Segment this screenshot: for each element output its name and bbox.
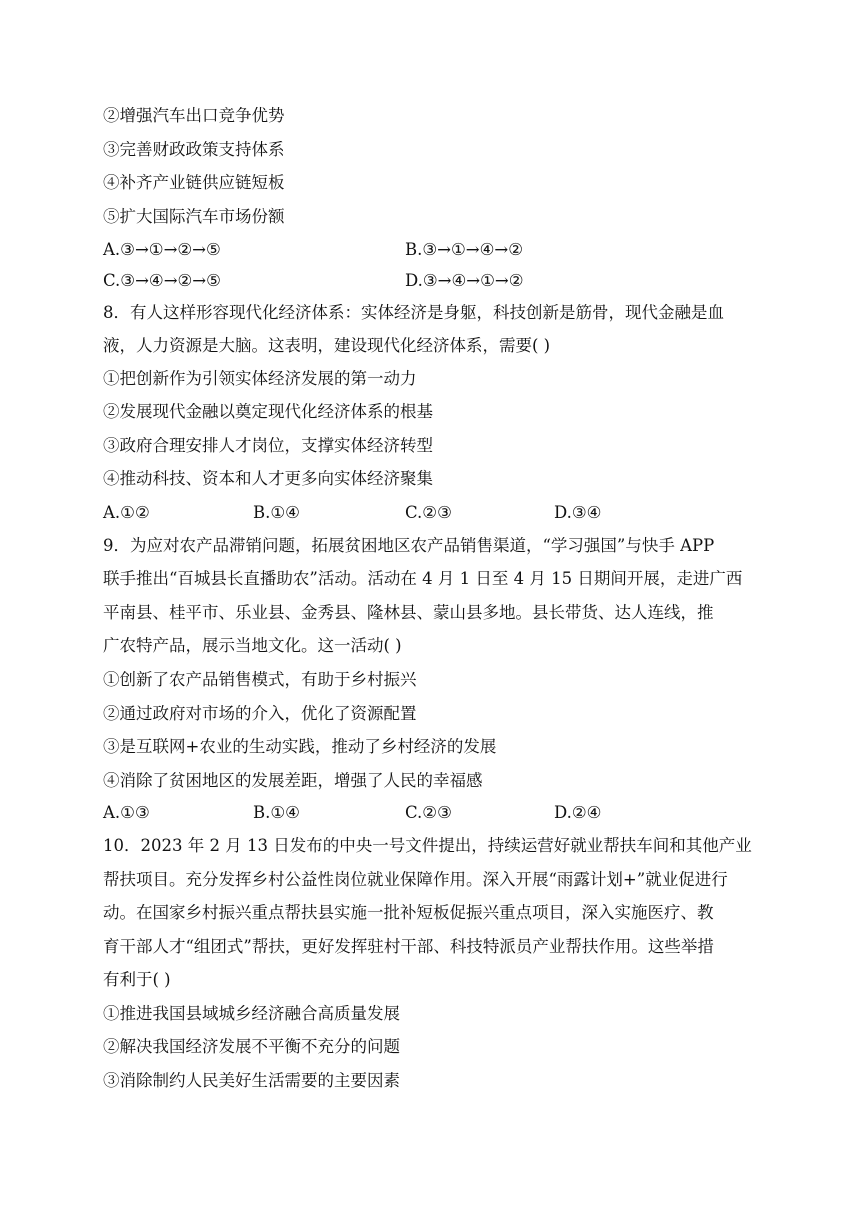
q7-item-2: ②增强汽车出口竞争优势 — [103, 106, 285, 125]
q8-item-1: ①把创新作为引领实体经济发展的第一动力 — [103, 369, 417, 388]
q9-option-b: B.①④ — [253, 803, 300, 822]
q8-option-b: B.①④ — [253, 503, 300, 522]
q9-stem-line-2: 联手推出“百城县长直播助农”活动。活动在 4 月 1 日至 4 月 15 日期间开展，走进广西 — [103, 569, 743, 588]
q10-stem-line-4: 育干部人才“组团式”帮扶，更好发挥驻村干部、科技特派员产业帮扶作用。这些举措 — [103, 937, 714, 956]
q10-item-2: ②解决我国经济发展不平衡不充分的问题 — [103, 1037, 400, 1056]
q10-item-1: ①推进我国县域城乡经济融合高质量发展 — [103, 1004, 400, 1023]
q9-item-4: ④消除了贫困地区的发展差距，增强了人民的幸福感 — [103, 771, 483, 790]
q9-item-1: ①创新了农产品销售模式，有助于乡村振兴 — [103, 670, 417, 689]
q8-option-a: A.①② — [103, 503, 150, 522]
q7-option-c: C.③→④→②→⑤ — [103, 271, 221, 290]
q8-item-3: ③政府合理安排人才岗位，支撑实体经济转型 — [103, 436, 433, 455]
q8-item-4: ④推动科技、资本和人才更多向实体经济聚集 — [103, 469, 433, 488]
q7-option-d: D.③→④→①→② — [405, 271, 524, 290]
q10-stem-line-2: 帮扶项目。充分发挥乡村公益性岗位就业保障作用。深入开展“雨露计划+”就业促进行 — [103, 870, 728, 889]
q9-stem-line-4: 广农特产品，展示当地文化。这一活动( ) — [103, 636, 402, 655]
q10-stem-line-3: 动。在国家乡村振兴重点帮扶县实施一批补短板促振兴重点项目，深入实施医疗、教 — [103, 903, 714, 922]
q9-item-2: ②通过政府对市场的介入，优化了资源配置 — [103, 704, 417, 723]
q7-item-5: ⑤扩大国际汽车市场份额 — [103, 207, 285, 226]
q7-option-a: A.③→①→②→⑤ — [103, 240, 221, 259]
q7-item-3: ③完善财政政策支持体系 — [103, 140, 285, 159]
q7-item-4: ④补齐产业链供应链短板 — [103, 173, 285, 192]
q9-stem-line-1: 9．为应对农产品滞销问题，拓展贫困地区农产品销售渠道，“学习强国”与快手 APP — [103, 536, 715, 555]
q8-option-c: C.②③ — [405, 503, 452, 522]
q10-stem-line-5: 有利于( ) — [103, 970, 171, 989]
q9-option-d: D.②④ — [554, 803, 602, 822]
q10-stem-line-1: 10．2023 年 2 月 13 日发布的中央一号文件提出，持续运营好就业帮扶车间和其他产业 — [103, 836, 752, 855]
q8-stem-line-1: 8．有人这样形容现代化经济体系：实体经济是身躯，科技创新是筋骨，现代金融是血 — [103, 303, 724, 322]
q8-stem-line-2: 液，人力资源是大脑。这表明，建设现代化经济体系，需要( ) — [103, 336, 551, 355]
q9-option-a: A.①③ — [103, 803, 150, 822]
q8-option-d: D.③④ — [554, 503, 602, 522]
q9-item-3: ③是互联网+农业的生动实践，推动了乡村经济的发展 — [103, 737, 497, 756]
q9-option-c: C.②③ — [405, 803, 452, 822]
q8-item-2: ②发展现代金融以奠定现代化经济体系的根基 — [103, 402, 433, 421]
q7-option-b: B.③→①→④→② — [405, 240, 524, 259]
q10-item-3: ③消除制约人民美好生活需要的主要因素 — [103, 1071, 400, 1090]
q9-stem-line-3: 平南县、桂平市、乐业县、金秀县、隆林县、蒙山县多地。县长带货、达人连线，推 — [103, 603, 714, 622]
